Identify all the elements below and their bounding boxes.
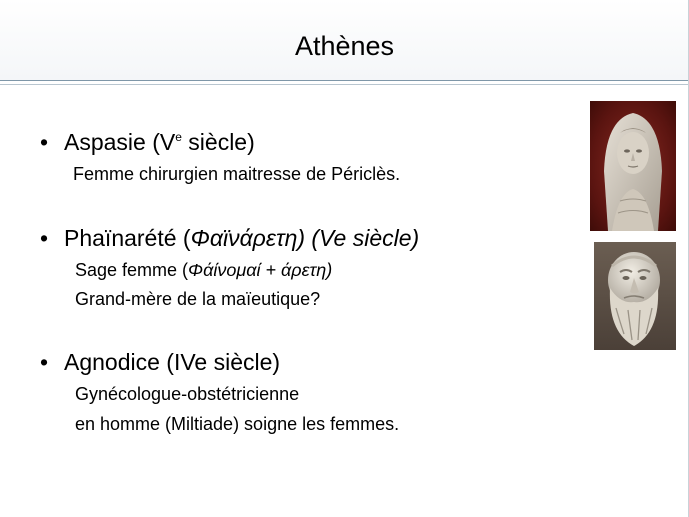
bullet-phainarete-greek: Φαϊνάρετη) (Ve siècle)	[190, 225, 420, 251]
agnodice-profession: Gynécologue-obstétricienne	[75, 384, 300, 404]
bullet-marker: •	[40, 129, 49, 155]
slide-title: Athènes	[294, 31, 395, 61]
bullet-phainarete	[40, 224, 419, 252]
title-divider	[0, 80, 689, 81]
phainarete-note: Grand-mère de la maïeutique?	[75, 289, 321, 309]
phainarete-etymology	[75, 258, 332, 282]
phainarete-etymology-greek: Φάίνομαί + άρετη)	[188, 260, 333, 280]
bullet-aspasie-century: siècle)	[181, 129, 255, 155]
bullet-aspasie	[40, 128, 255, 156]
bullet-agnodice-name: Agnodice (IVe siècle)	[64, 349, 281, 375]
bearded-philosopher-bust-icon	[594, 242, 676, 350]
bullet-aspasie-superscript: e	[175, 130, 182, 144]
title-divider-secondary	[0, 84, 689, 85]
agnodice-note: en homme (Miltiade) soigne les femmes.	[75, 414, 400, 434]
bullet-marker: •	[40, 225, 49, 251]
bullet-marker: •	[40, 349, 49, 375]
portrait-veiled-woman-image	[590, 101, 676, 231]
bullet-aspasie-name: Aspasie (V	[64, 129, 176, 155]
aspasie-description: Femme chirurgien maitresse de Périclès.	[73, 164, 401, 184]
bullet-agnodice	[40, 348, 280, 376]
portrait-philosopher-image	[594, 242, 676, 350]
bullet-phainarete-name: Phaïnarété (	[64, 225, 191, 251]
veiled-woman-bust-icon	[590, 101, 676, 231]
phainarete-etymology-prefix: Sage femme (	[75, 260, 189, 280]
